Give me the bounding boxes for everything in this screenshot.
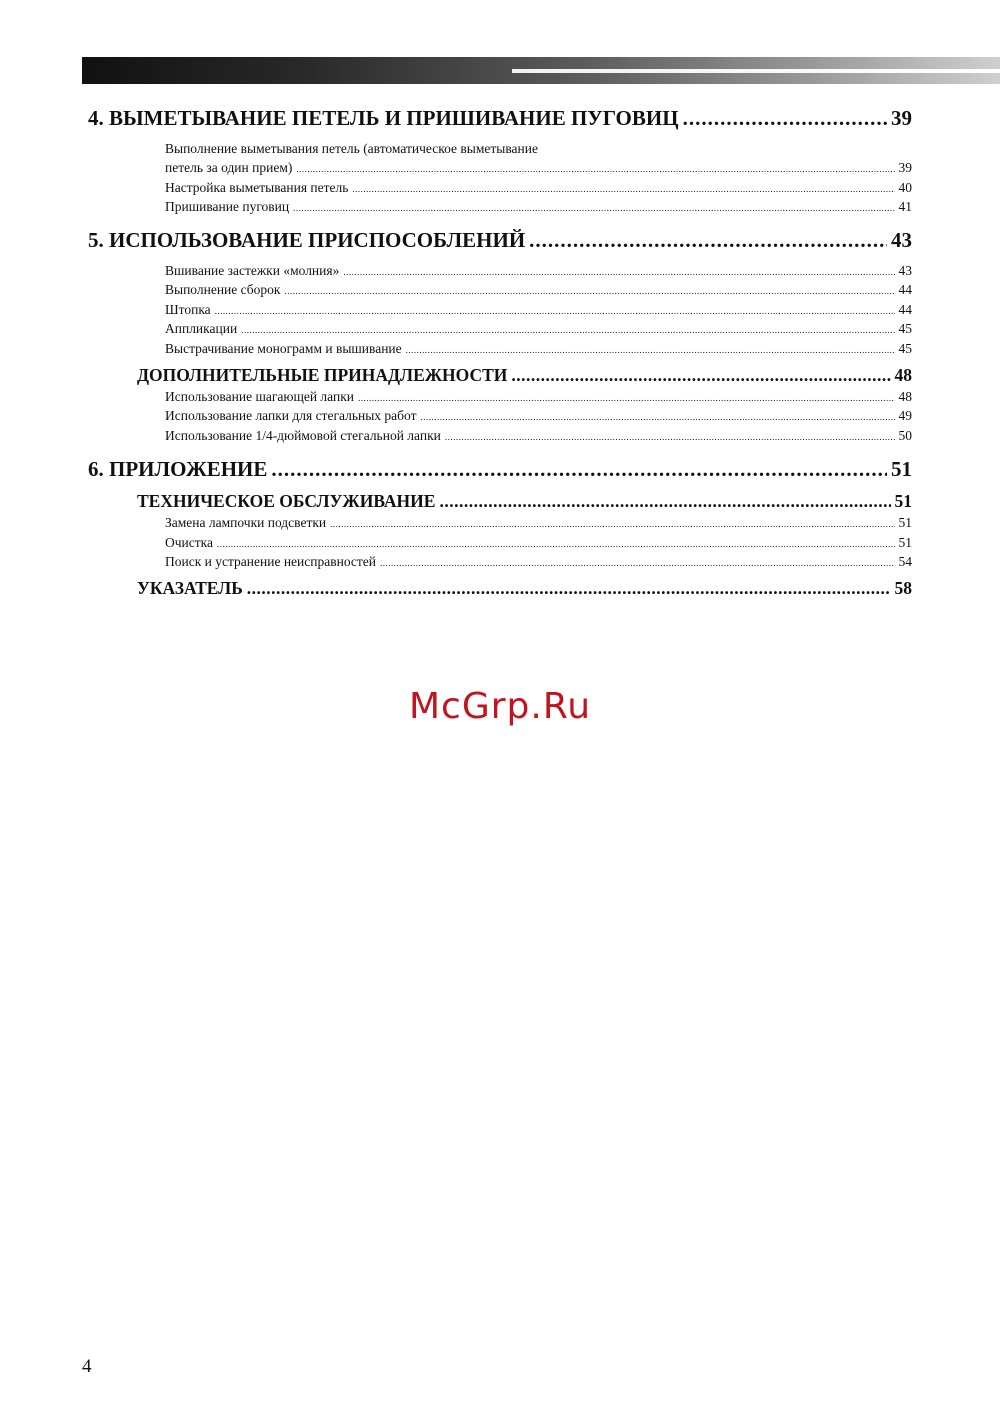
toc-section-5[interactable] [88, 228, 912, 253]
toc-item[interactable] [165, 321, 912, 337]
toc-item[interactable] [165, 428, 912, 444]
toc-item-label: Выполнение сборок [165, 282, 281, 297]
toc-section-6[interactable] [88, 457, 912, 482]
toc-item[interactable] [165, 389, 912, 405]
toc-subsection-title: ТЕХНИЧЕСКОЕ ОБСЛУЖИВАНИЕ [137, 491, 436, 511]
toc-item[interactable] [165, 199, 912, 215]
toc-leader-dots [445, 432, 895, 442]
toc-page-number: 39 [898, 160, 912, 175]
header-bar-line [512, 69, 1000, 73]
toc-subsection-accessories[interactable] [137, 365, 912, 386]
toc-page-number: 44 [898, 302, 912, 317]
toc-leader-dots [343, 267, 894, 277]
toc-leader-dots [529, 228, 887, 253]
toc-item[interactable] [165, 554, 912, 570]
toc-leader-dots [511, 365, 890, 386]
toc-page-number: 45 [898, 341, 912, 356]
toc-leader-dots [683, 106, 887, 131]
toc-section-title: 6. ПРИЛОЖЕНИЕ [88, 457, 268, 481]
toc-page-number: 51 [898, 515, 912, 530]
toc-item-label: петель за один прием) [165, 160, 293, 175]
toc-leader-dots [215, 306, 895, 316]
toc-section-4[interactable] [88, 106, 912, 131]
toc-leader-dots [284, 286, 894, 296]
toc-page-number: 50 [898, 428, 912, 443]
toc-page-number: 45 [898, 321, 912, 336]
toc-leader-dots [439, 491, 890, 512]
toc-item[interactable] [165, 263, 912, 279]
toc-item-intro-line: Выполнение выметывания петель (автоматическое выметывание [165, 141, 538, 156]
toc-subsection-index[interactable] [137, 578, 912, 599]
toc-item[interactable] [165, 180, 912, 196]
toc-item-label: Использование шагающей лапки [165, 389, 354, 404]
toc-page-number: 39 [891, 106, 912, 130]
toc-subsection-title: УКАЗАТЕЛЬ [137, 578, 243, 598]
toc-leader-dots [330, 519, 894, 529]
toc-leader-dots [296, 164, 894, 174]
toc-item[interactable] [165, 408, 912, 424]
watermark: McGrp.Ru [408, 686, 592, 727]
toc-item[interactable] [165, 160, 912, 176]
toc-page-number: 41 [898, 199, 912, 214]
toc-section-title: 4. ВЫМЕТЫВАНИЕ ПЕТЕЛЬ И ПРИШИВАНИЕ ПУГОВИЦ [88, 106, 679, 130]
toc-page-number: 51 [898, 535, 912, 550]
toc-page-number: 49 [898, 408, 912, 423]
toc-item-label: Пришивание пуговиц [165, 199, 290, 214]
toc-subsection-maintenance[interactable] [137, 491, 912, 512]
toc-leader-dots [380, 558, 894, 568]
toc-item[interactable] [165, 282, 912, 298]
toc-leader-dots [241, 325, 894, 335]
page-number: 4 [82, 1356, 92, 1377]
toc-item[interactable] [165, 515, 912, 531]
toc-section-title: 5. ИСПОЛЬЗОВАНИЕ ПРИСПОСОБЛЕНИЙ [88, 228, 526, 252]
toc-item-label: Замена лампочки подсветки [165, 515, 327, 530]
toc-page-number: 43 [891, 228, 912, 252]
toc-item-label: Использование 1/4-дюймовой стегальной лапки [165, 428, 441, 443]
toc-leader-dots [217, 539, 894, 549]
toc-page-number: 43 [898, 263, 912, 278]
toc-item-label: Вшивание застежки «молния» [165, 263, 340, 278]
toc-page-number: 51 [894, 491, 912, 511]
toc-page-number: 58 [894, 578, 912, 598]
toc-leader-dots [358, 393, 895, 403]
toc-page-number: 44 [898, 282, 912, 297]
toc-leader-dots [247, 578, 891, 599]
toc-leader-dots [293, 203, 894, 213]
toc-item-label: Использование лапки для стегальных работ [165, 408, 417, 423]
toc-page-number: 48 [898, 389, 912, 404]
toc-leader-dots [421, 412, 895, 422]
toc-item[interactable] [165, 302, 912, 318]
toc-item[interactable] [165, 535, 912, 551]
toc-item-label: Аппликации [165, 321, 238, 336]
toc-item-label: Настройка выметывания петель [165, 180, 349, 195]
toc-item-label: Очистка [165, 535, 214, 550]
toc-page-number: 51 [891, 457, 912, 481]
toc-leader-dots [406, 345, 895, 355]
toc-leader-dots [271, 457, 887, 482]
toc-page-number: 40 [898, 180, 912, 195]
toc-item-label: Поиск и устранение неисправностей [165, 554, 377, 569]
toc-leader-dots [352, 184, 894, 194]
toc-page-number: 54 [898, 554, 912, 569]
toc-item[interactable] [165, 341, 912, 357]
toc-item-label: Выстрачивание монограмм и вышивание [165, 341, 402, 356]
toc-subsection-title: ДОПОЛНИТЕЛЬНЫЕ ПРИНАДЛЕЖНОСТИ [137, 365, 508, 385]
toc-item-label: Штопка [165, 302, 211, 317]
toc-page-number: 48 [894, 365, 912, 385]
